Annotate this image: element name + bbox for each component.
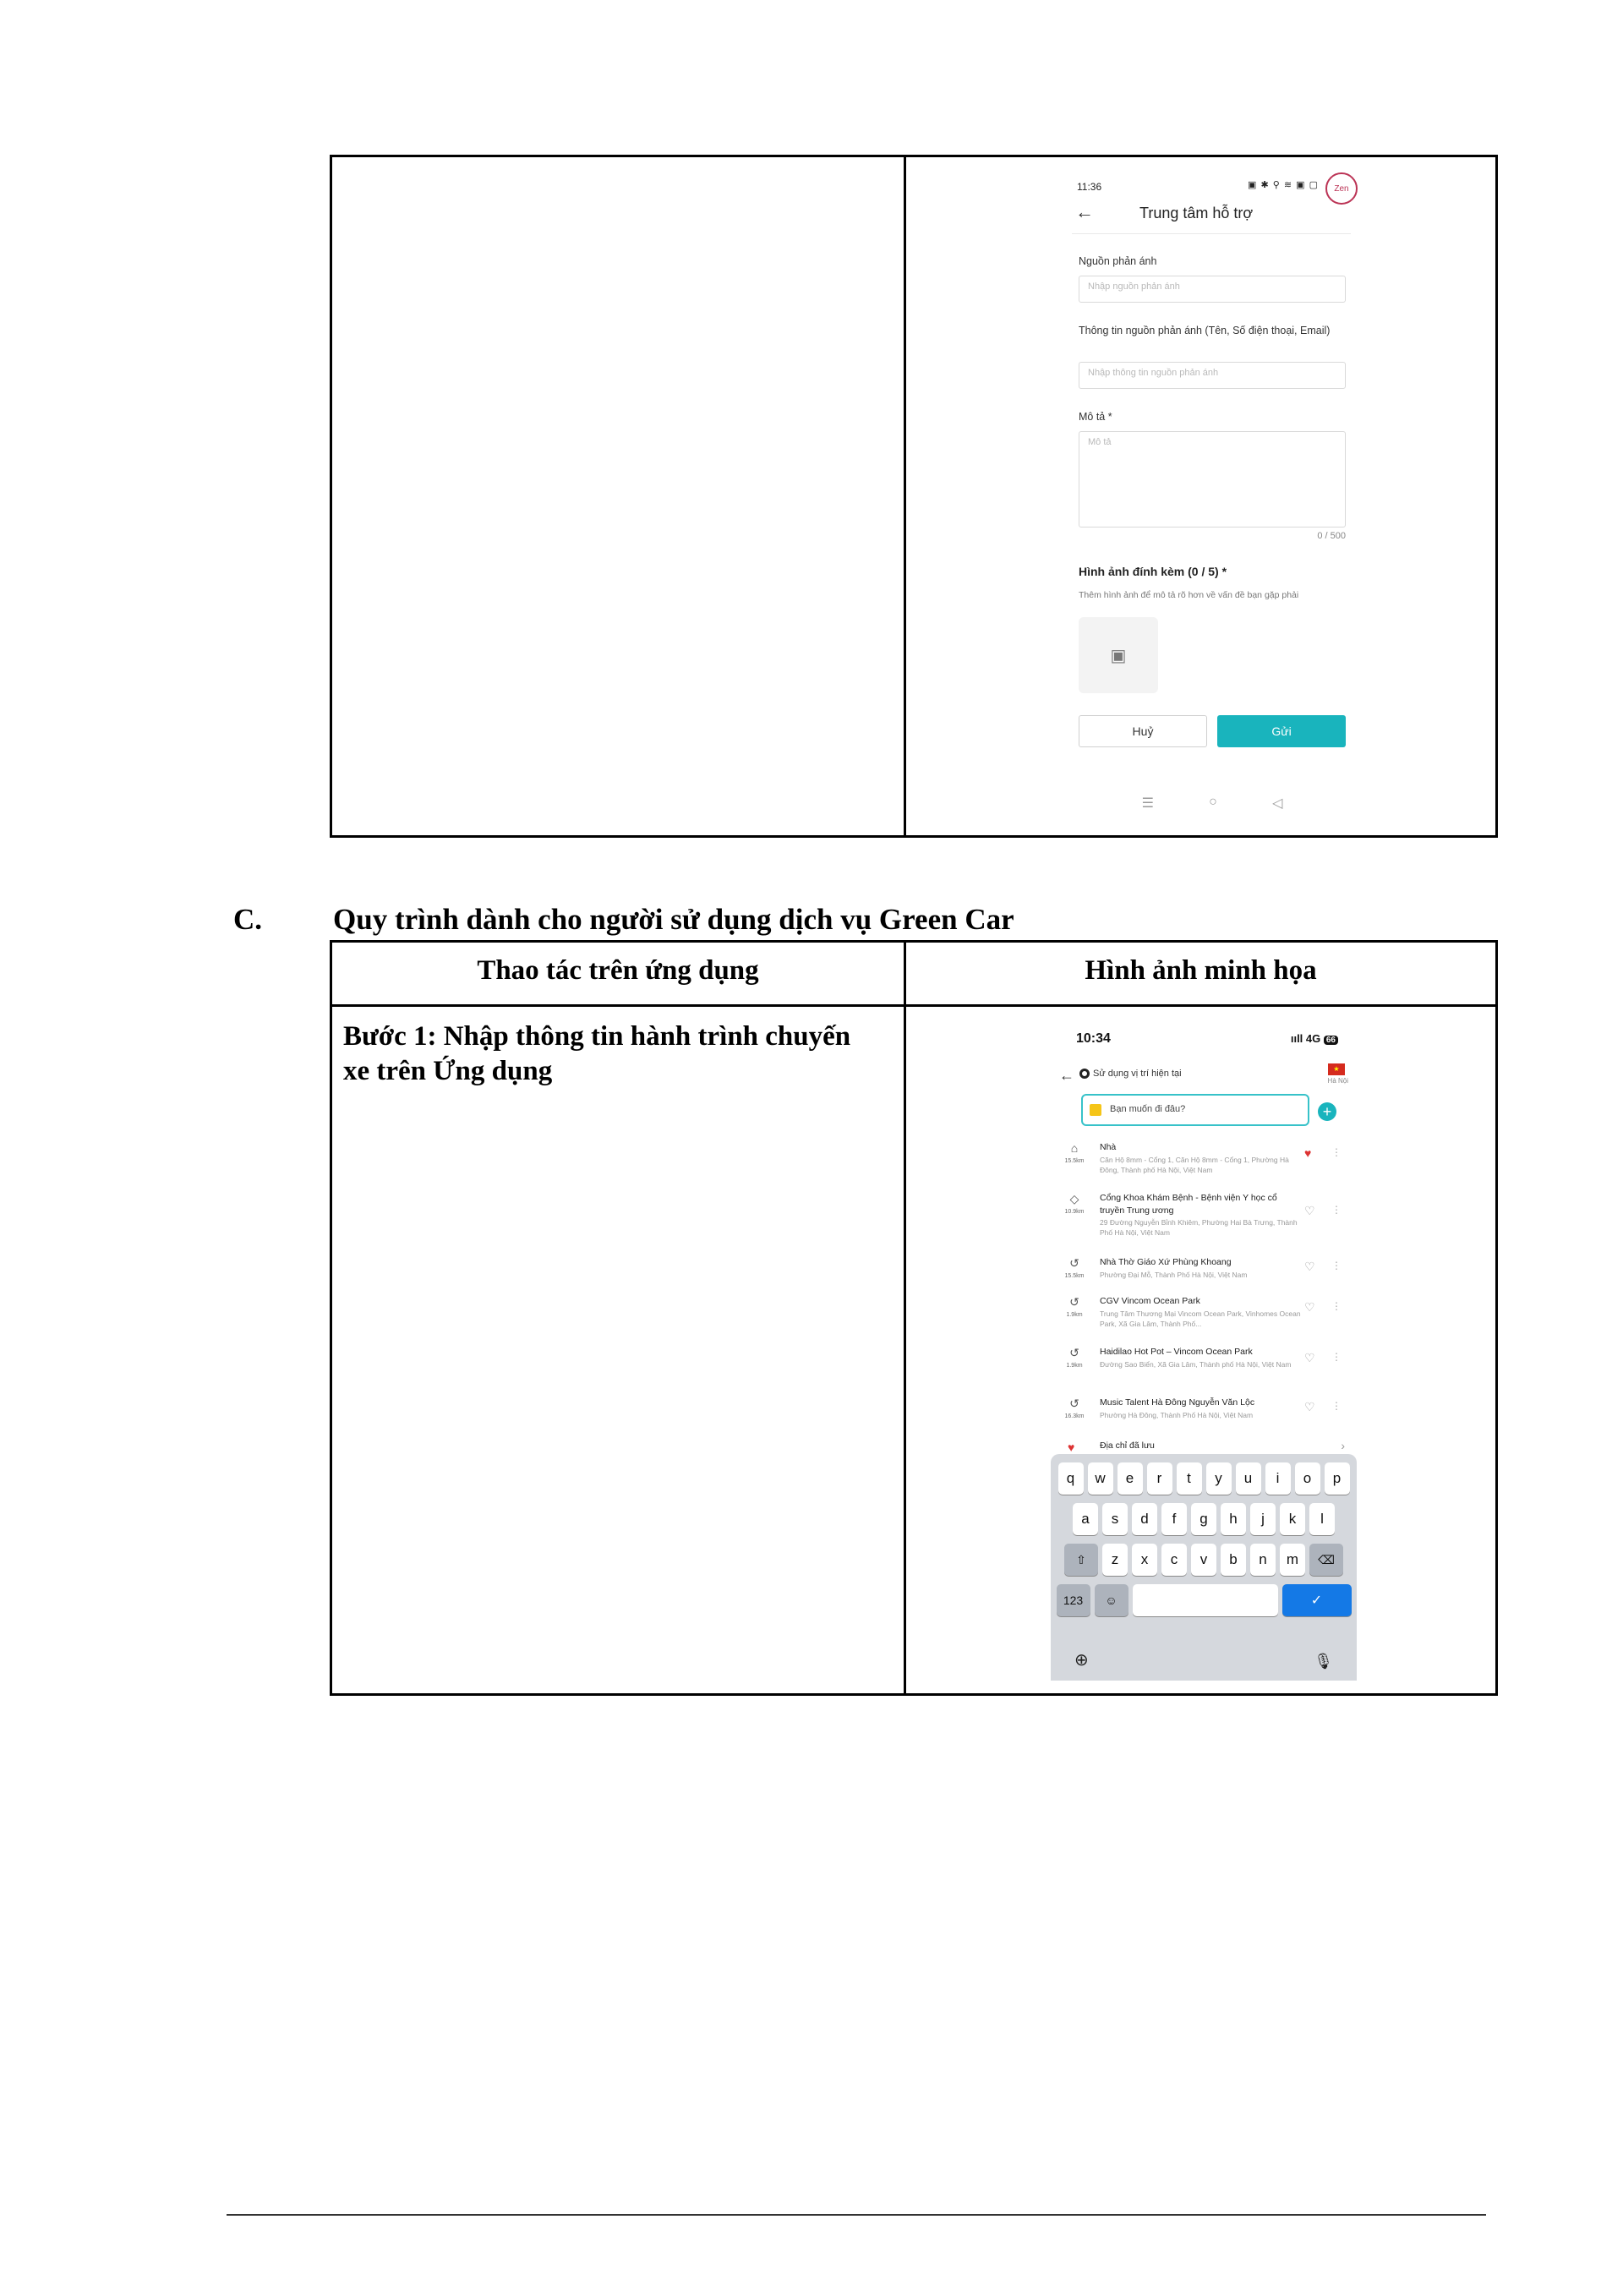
image-icon: ▣ [1110, 646, 1127, 665]
description-textarea[interactable]: Mô tả [1079, 431, 1346, 528]
table1-top-border [330, 155, 1498, 157]
distance: 10.9km [1064, 1209, 1085, 1215]
saved-heart-icon: ♥ [1068, 1440, 1075, 1454]
microphone-icon[interactable]: 🎙 [1314, 1653, 1333, 1670]
use-current-location[interactable]: Sử dụng vị trí hiện tại [1093, 1069, 1182, 1079]
back-icon[interactable]: ◁ [1272, 796, 1283, 811]
heart-icon[interactable]: ♡ [1304, 1351, 1315, 1364]
step-1-line-1: Bước 1: Nhập thông tin hành trình chuyến [343, 1021, 851, 1052]
watermark-badge: Zen [1325, 172, 1358, 205]
back-arrow-icon[interactable]: ← [1075, 201, 1094, 222]
table1-bottom-border [330, 835, 1498, 838]
cancel-button[interactable]: Huỷ [1079, 715, 1207, 747]
keyboard-row-3 [1051, 1544, 1357, 1576]
key[interactable]: i [1265, 1462, 1291, 1495]
history-icon: ↺ [1069, 1397, 1079, 1410]
key[interactable]: c [1161, 1544, 1187, 1576]
more-icon[interactable]: ⋮ [1331, 1300, 1342, 1312]
distance: 15.5km [1064, 1158, 1085, 1164]
key[interactable]: a [1073, 1503, 1098, 1535]
emoji-key[interactable]: ☺ [1095, 1584, 1128, 1616]
destination-search-input[interactable]: Bạn muốn đi đâu? [1081, 1094, 1309, 1126]
heart-icon[interactable]: ♥ [1304, 1146, 1312, 1160]
key[interactable]: h [1221, 1503, 1246, 1535]
send-button[interactable]: Gửi [1217, 715, 1346, 747]
keyboard-bottom-bar [1051, 1645, 1357, 1670]
support-center-screenshot [1063, 167, 1361, 827]
distance: 16.3km [1064, 1413, 1085, 1419]
distance: 1.9km [1066, 1363, 1083, 1369]
pin-icon [1090, 1104, 1101, 1116]
add-stop-button[interactable]: + [1318, 1102, 1336, 1121]
key[interactable]: j [1250, 1503, 1276, 1535]
section-title: Quy trình dành cho người sử dụng dịch vụ Green Car [333, 903, 1014, 936]
chevron-right-icon[interactable]: › [1341, 1439, 1345, 1452]
section-letter: C. [233, 903, 263, 936]
key[interactable]: p [1325, 1462, 1350, 1495]
menu-icon[interactable]: ☰ [1141, 796, 1154, 811]
more-icon[interactable]: ⋮ [1331, 1351, 1342, 1363]
status-time: 10:34 [1076, 1031, 1111, 1046]
table2-mid-border [904, 940, 906, 1696]
status-icons: ▣ ✱ ⚲ ≋ ▣ ▢ [1248, 180, 1319, 190]
step-1-text [343, 1020, 901, 1089]
home-icon: ⌂ [1070, 1141, 1079, 1155]
column-header-actions: Thao tác trên ứng dụng [477, 955, 759, 986]
place-name: Nhà [1100, 1142, 1117, 1152]
keyboard-row-4 [1051, 1584, 1357, 1616]
table2-right-border [1495, 940, 1498, 1696]
heart-icon[interactable]: ♡ [1304, 1300, 1315, 1314]
place-address: Căn Hộ 8mm - Cổng 1, Căn Hộ 8mm - Cổng 1, Phường Hà Đông, Thành phố Hà Nội, Việt Nam [1100, 1156, 1289, 1174]
table2-top-border [330, 940, 1498, 943]
numbers-key[interactable]: 123 [1057, 1584, 1090, 1616]
table2-left-border [330, 940, 332, 1696]
key[interactable]: n [1250, 1544, 1276, 1576]
place-address: Đường Sao Biển, Xã Gia Lâm, Thành phố Hà Nội, Việt Nam [1100, 1360, 1292, 1369]
column-header-illustration: Hình ảnh minh họa [1085, 955, 1317, 986]
place-name: Haidilao Hot Pot – Vincom Ocean Park [1100, 1347, 1253, 1357]
status-time: 11:36 [1077, 181, 1102, 193]
attachment-label: Hình ảnh đính kèm (0 / 5) * [1079, 565, 1227, 578]
place-name: Cổng Khoa Khám Bệnh - Bệnh viện Y học cổ truyền Trung ương [1100, 1193, 1277, 1216]
place-name: Music Talent Hà Đông Nguyễn Văn Lộc [1100, 1397, 1255, 1408]
history-icon: ↺ [1069, 1346, 1079, 1359]
key[interactable]: b [1221, 1544, 1246, 1576]
trip-search-screenshot [1051, 1020, 1357, 1681]
key[interactable]: d [1132, 1503, 1157, 1535]
more-icon[interactable]: ⋮ [1331, 1260, 1342, 1271]
place-address: Phường Đại Mỗ, Thành Phố Hà Nội, Việt Nam [1100, 1271, 1248, 1279]
key[interactable]: m [1280, 1544, 1305, 1576]
space-key[interactable] [1133, 1584, 1278, 1616]
add-image-button[interactable] [1079, 617, 1158, 693]
table2-bottom-border [330, 1693, 1498, 1696]
place-icon: ◇ [1069, 1192, 1079, 1205]
place-name: CGV Vincom Ocean Park [1100, 1296, 1200, 1306]
flag-icon: ★ [1328, 1063, 1345, 1075]
key[interactable]: x [1132, 1544, 1157, 1576]
key[interactable]: t [1177, 1462, 1202, 1495]
table1-left-border [330, 155, 332, 838]
key[interactable]: q [1058, 1462, 1084, 1495]
history-icon: ↺ [1069, 1295, 1079, 1309]
place-address: Trung Tâm Thương Mại Vincom Ocean Park, Vinhomes Ocean Park, Xã Gia Lâm, Thành Phố... [1100, 1309, 1301, 1328]
table1-right-border [1495, 155, 1498, 838]
key[interactable]: r [1147, 1462, 1172, 1495]
attachment-hint: Thêm hình ảnh để mô tả rõ hơn về vấn đề bạn gặp phải [1079, 590, 1299, 600]
source-info-input[interactable]: Nhập thông tin nguồn phản ánh [1079, 362, 1346, 389]
distance: 15.5km [1064, 1273, 1085, 1279]
source-input[interactable]: Nhập nguồn phản ánh [1079, 276, 1346, 303]
status-signal: ııll 4G 66 [1291, 1032, 1338, 1045]
place-address: Phường Hà Đông, Thành Phố Hà Nội, Việt Nam [1100, 1411, 1254, 1419]
delete-key[interactable]: ⌫ [1309, 1544, 1343, 1576]
key[interactable]: v [1191, 1544, 1216, 1576]
table2-header-border [330, 1004, 1498, 1007]
heart-icon[interactable]: ♡ [1304, 1204, 1315, 1217]
done-key[interactable]: ✓ [1282, 1584, 1352, 1616]
current-location-icon [1079, 1069, 1090, 1079]
heart-icon[interactable]: ♡ [1304, 1400, 1315, 1413]
source-info-label: Thông tin nguồn phản ánh (Tên, Số điện thoại, Email) [1079, 325, 1331, 336]
footer-rule [227, 2214, 1486, 2216]
screen-title: Trung tâm hỗ trợ [1139, 205, 1254, 221]
header-divider [1072, 233, 1351, 234]
key[interactable]: z [1102, 1544, 1128, 1576]
place-name: Nhà Thờ Giáo Xứ Phùng Khoang [1100, 1257, 1232, 1267]
key[interactable]: o [1295, 1462, 1320, 1495]
home-icon[interactable]: ○ [1209, 795, 1217, 809]
globe-icon[interactable]: ⊕ [1074, 1651, 1089, 1670]
description-label: Mô tả * [1079, 411, 1112, 423]
more-icon[interactable]: ⋮ [1331, 1204, 1342, 1216]
key[interactable]: w [1088, 1462, 1113, 1495]
key[interactable]: g [1191, 1503, 1216, 1535]
step-1-line-2: xe trên Ứng dụng [343, 1056, 553, 1086]
place-address: 29 Đường Nguyễn Bỉnh Khiêm, Phường Hai Bà Trưng, Thành Phố Hà Nội, Việt Nam [1100, 1218, 1298, 1237]
on-screen-keyboard [1051, 1454, 1357, 1681]
history-icon: ↺ [1069, 1256, 1079, 1270]
more-icon[interactable]: ⋮ [1331, 1146, 1342, 1158]
keyboard-row-1 [1051, 1462, 1357, 1495]
key[interactable]: e [1118, 1462, 1143, 1495]
distance: 1.9km [1066, 1312, 1083, 1318]
key[interactable]: s [1102, 1503, 1128, 1535]
saved-addresses-link[interactable]: Địa chỉ đã lưu [1100, 1440, 1155, 1451]
heart-icon[interactable]: ♡ [1304, 1260, 1315, 1273]
more-icon[interactable]: ⋮ [1331, 1400, 1342, 1412]
char-counter: 0 / 500 [1317, 531, 1346, 541]
battery-badge: 66 [1324, 1036, 1338, 1045]
key[interactable]: u [1236, 1462, 1261, 1495]
key[interactable]: l [1309, 1503, 1335, 1535]
source-label: Nguồn phản ánh [1079, 255, 1157, 267]
system-nav-bar [1063, 795, 1361, 812]
table1-mid-border [904, 155, 906, 838]
key[interactable]: y [1206, 1462, 1232, 1495]
key[interactable]: k [1280, 1503, 1305, 1535]
key[interactable]: f [1161, 1503, 1187, 1535]
city-label: Hà Nội [1327, 1077, 1348, 1085]
keyboard-row-2 [1051, 1503, 1357, 1535]
back-arrow-icon[interactable]: ← [1059, 1067, 1074, 1084]
shift-key[interactable]: ⇧ [1064, 1544, 1098, 1576]
